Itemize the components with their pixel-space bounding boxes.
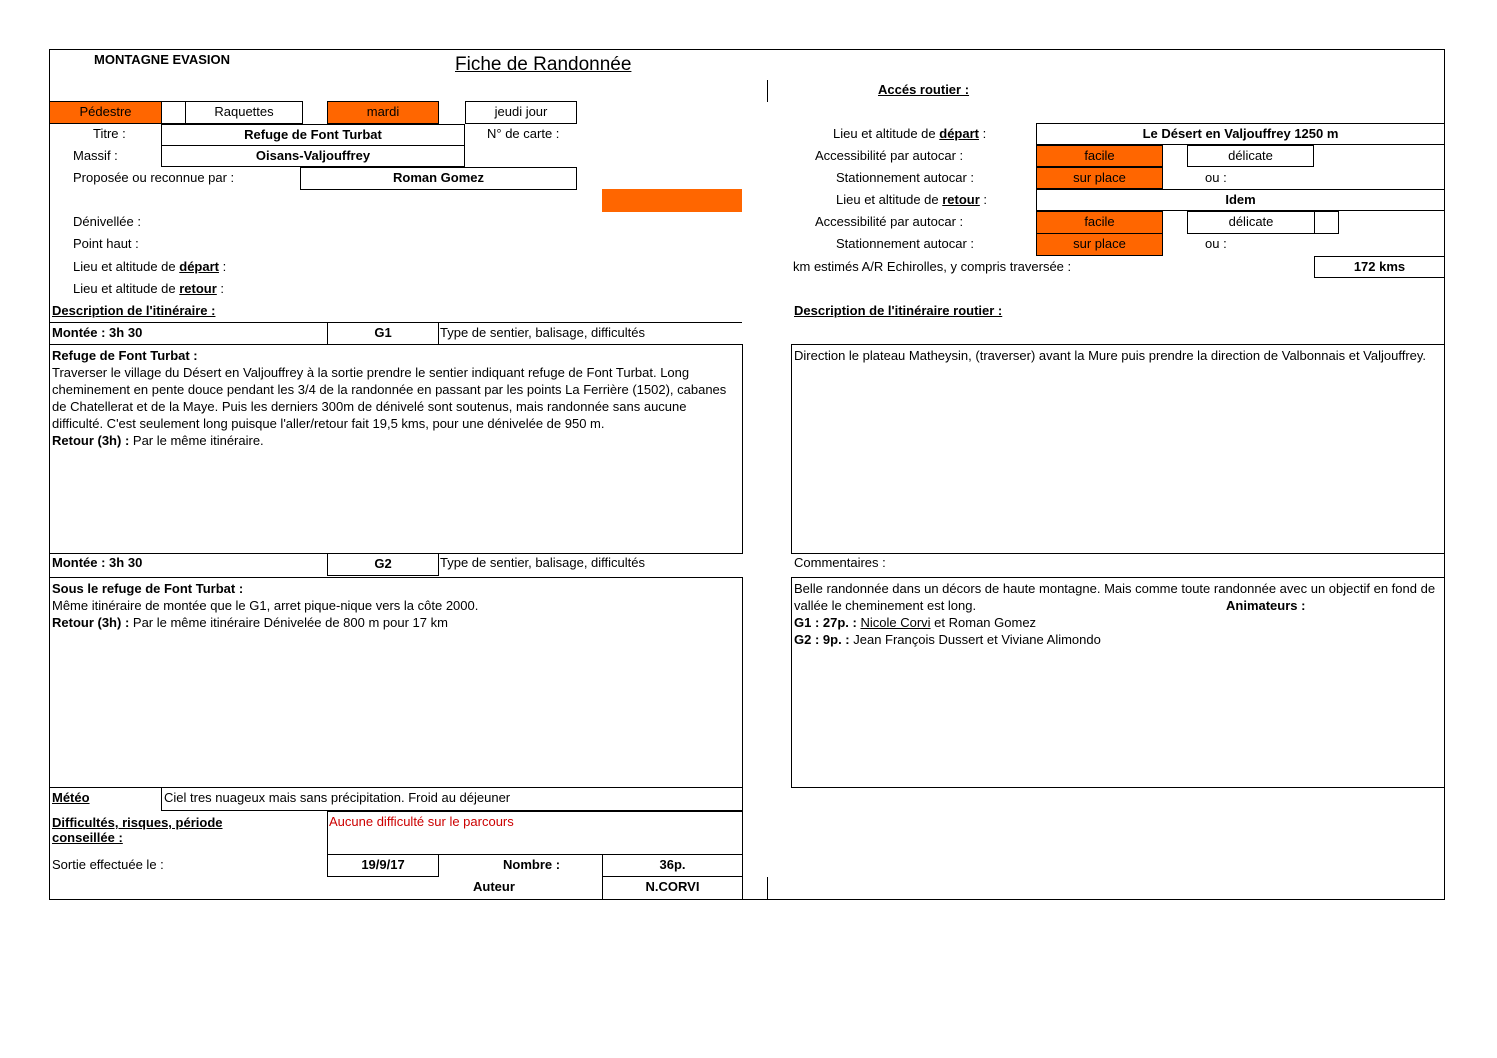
auteur-label: Auteur xyxy=(473,879,515,894)
commentaires-label: Commentaires : xyxy=(794,555,886,570)
meteo-value: Ciel tres nuageux mais sans précipitation. Froid au déjeuner xyxy=(164,790,511,805)
station1-value: sur place xyxy=(1036,167,1163,189)
carte-label: N° de carte : xyxy=(487,126,560,141)
access2-facile: facile xyxy=(1036,211,1163,234)
type-raquettes: Raquettes xyxy=(185,101,303,124)
access2-label: Accessibilité par autocar : xyxy=(815,214,964,229)
station2-ou: ou : xyxy=(1205,236,1227,251)
sortie-date: 19/9/17 xyxy=(327,854,439,877)
g1-group: G1 xyxy=(327,322,439,345)
g2-group: G2 xyxy=(327,553,439,576)
access1-facile: facile xyxy=(1036,145,1163,167)
day-mardi: mardi xyxy=(327,101,439,124)
g2-description: Sous le refuge de Font Turbat : Même itinéraire de montée que le G1, arret pique-nique vers la côte 2000. Retour (3h) : Par le même itinéraire Dénivelée de 800 m pour 17 km xyxy=(52,581,479,630)
station2-value: sur place xyxy=(1036,233,1163,256)
station2-label: Stationnement autocar : xyxy=(836,236,975,251)
type-pedestre: Pédestre xyxy=(49,101,162,124)
page-title: Fiche de Randonnée xyxy=(455,54,632,75)
station1-label: Stationnement autocar : xyxy=(836,170,975,185)
titre-value: Refuge de Font Turbat xyxy=(161,124,465,146)
proposee-value: Roman Gomez xyxy=(300,167,577,190)
massif-value: Oisans-Valjouffrey xyxy=(161,145,465,167)
difficultes-value: Aucune difficulté sur le parcours xyxy=(329,814,514,829)
access2-checkbox xyxy=(1314,211,1339,234)
animateurs-label: Animateurs : xyxy=(1226,598,1306,613)
access1-delicate: délicate xyxy=(1187,145,1314,167)
nombre-value: 36p. xyxy=(602,854,743,877)
station1-ou: ou : xyxy=(1205,170,1227,185)
meteo-label: Météo xyxy=(52,790,90,805)
commentaires-text: Belle randonnée dans un décors de haute montagne. Mais comme toute randonnée avec un objectif en fond de vallée le cheminement est long. Animateurs : G1 : 27p. : Nicole Corvi et Roman Gomez G2 : 9p. : Jean François Dussert et Viviane Alimondo xyxy=(794,581,1436,647)
massif-label: Massif : xyxy=(73,148,118,163)
access2-delicate: délicate xyxy=(1187,211,1315,234)
g2-montee: Montée : 3h 30 xyxy=(52,555,143,570)
g1-type: Type de sentier, balisage, difficultés xyxy=(440,325,645,340)
org-name: MONTAGNE EVASION xyxy=(94,52,231,67)
g2-type: Type de sentier, balisage, difficultés xyxy=(440,555,645,570)
footer-divider xyxy=(767,877,768,899)
point-haut-label: Point haut : xyxy=(73,236,139,251)
retour-label-left: Lieu et altitude de retour : xyxy=(73,281,225,296)
depart-label-right: Lieu et altitude de départ : xyxy=(833,126,987,141)
access1-label: Accessibilité par autocar : xyxy=(815,148,964,163)
km-value: 172 kms xyxy=(1314,256,1445,278)
titre-label: Titre : xyxy=(93,126,126,141)
day-jeudi: jeudi jour xyxy=(465,101,577,124)
retour-value-right: Idem xyxy=(1036,189,1445,211)
denivelee-label: Dénivellée : xyxy=(73,214,141,229)
g1-description: Refuge de Font Turbat : Traverser le village du Désert en Valjouffrey à la sortie prendre le sentier indiquant refuge de Font Turbat. Long cheminement en pente douce pendant les 3/4 de la randonnée en passant par les points La Ferrière (1502), cabanes de Chatellerat et de la Maye. Puis les derniers 300m de dénivelé sont soutenus, mais randonnée sans aucune difficulté. C'est seulement long puisque l'aller/retour fait 19,5 kms, pour une dénivelée de 950 m. Retour (3h) : Par le même itinéraire. xyxy=(52,348,727,448)
desc-routier-label: Description de l'itinéraire routier : xyxy=(794,303,1003,318)
g1-montee: Montée : 3h 30 xyxy=(52,325,143,340)
orange-marker xyxy=(602,189,742,212)
sortie-label: Sortie effectuée le : xyxy=(52,857,164,872)
header-divider xyxy=(767,80,768,102)
depart-value-right: Le Désert en Valjouffrey 1250 m xyxy=(1036,123,1445,145)
routier-box xyxy=(791,344,1445,554)
auteur-value: N.CORVI xyxy=(602,876,743,900)
routier-description: Direction le plateau Matheysin, (traverser) avant la Mure puis prendre la direction de Valbonnais et Valjouffrey. xyxy=(794,348,1427,363)
retour-label-right: Lieu et altitude de retour : xyxy=(836,192,988,207)
desc-itineraire-label: Description de l'itinéraire : xyxy=(52,303,216,318)
difficultes-label: Difficultés, risques, période conseillée : xyxy=(52,815,223,845)
acces-routier-label: Accés routier : xyxy=(878,82,970,97)
proposee-label: Proposée ou reconnue par : xyxy=(73,170,235,185)
type-checkbox xyxy=(161,101,186,124)
nombre-label: Nombre : xyxy=(503,857,561,872)
km-label: km estimés A/R Echirolles, y compris traversée : xyxy=(793,259,1072,274)
depart-label-left: Lieu et altitude de départ : xyxy=(73,259,227,274)
